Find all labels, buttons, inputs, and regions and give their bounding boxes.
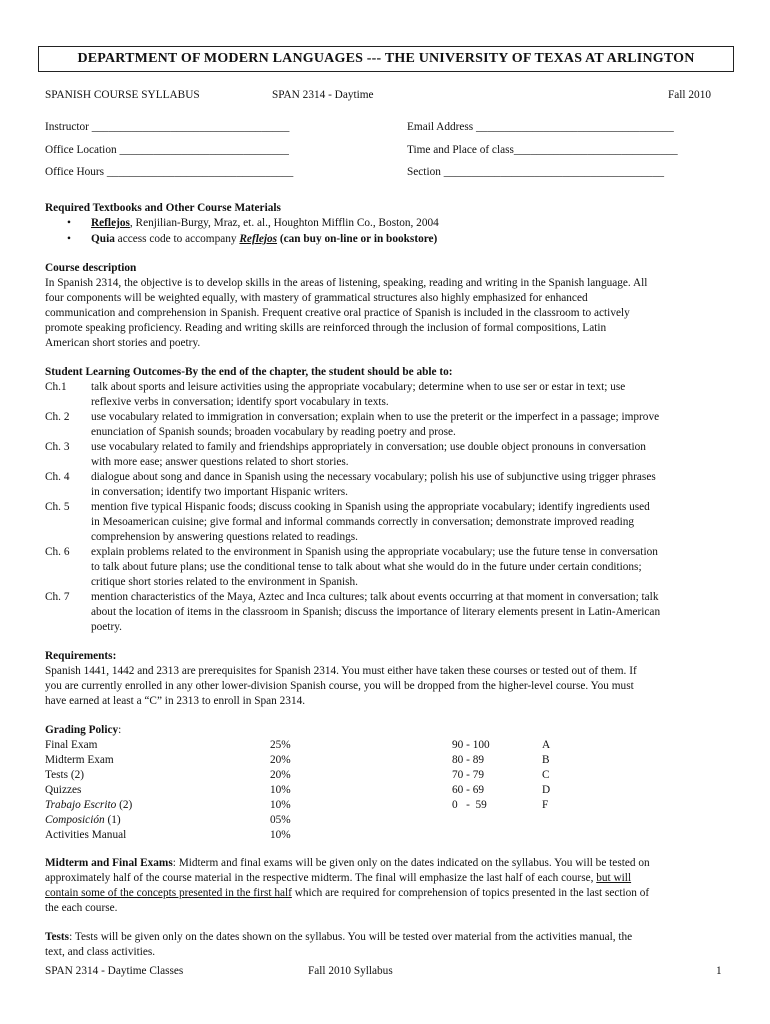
chapter-label: Ch. 7 — [45, 591, 70, 603]
chapter-label: Ch. 4 — [45, 471, 70, 483]
chapter-line: mention five typical Hispanic foods; discuss cooking in Spanish using the appropriate vocabulary; identify ingredients used — [91, 501, 650, 513]
chapter-line: explain problems related to the environment in Spanish using the appropriate vocabulary; use the future tense in conversation — [91, 546, 658, 558]
chapter-line: in conversation; identify two important Hispanic writers. — [91, 486, 348, 498]
grade-letter: A — [542, 739, 551, 751]
course-label: SPAN 2314 - Daytime — [272, 89, 374, 101]
description-line: American short stories and poetry. — [45, 337, 201, 349]
description-line: communication and comprehension in Spanish. Frequent creative oral practice of Spanish is included in the classroom to actively — [45, 307, 630, 319]
chapter-label: Ch.1 — [45, 381, 67, 393]
chapter-line: use vocabulary related to immigration in conversation; explain when to use the preterit or the imperfect in a passage; improve — [91, 411, 660, 423]
grade-item-weight: 20% — [270, 769, 291, 781]
exams-text: : Midterm and final exams will be given only on the dates indicated on the syllabus. You will be tested on — [172, 857, 650, 869]
grade-letter: C — [542, 769, 550, 781]
chapter-line: comprehension by answering questions related to readings. — [91, 531, 358, 543]
grade-item-weight: 10% — [270, 829, 291, 841]
grade-item-italic: Composición — [45, 814, 105, 826]
department-header: DEPARTMENT OF MODERN LANGUAGES --- THE UNIVERSITY OF TEXAS AT ARLINGTON — [38, 46, 734, 72]
chapter-label: Ch. 3 — [45, 441, 70, 453]
grade-range: 90 - 100 — [452, 739, 490, 751]
grade-letter: D — [542, 784, 551, 796]
quia-text: access code to accompany — [114, 233, 240, 245]
grade-item-name — [45, 813, 121, 828]
exams-emphasis: but will — [596, 872, 632, 884]
grade-item-weight: 05% — [270, 814, 291, 826]
chapter-line: use vocabulary related to family and friendships appropriately in conversation; use double object pronouns in conversation — [91, 441, 646, 453]
quia-note: (can buy on-line or in bookstore) — [277, 233, 438, 245]
term-label: Fall 2010 — [668, 89, 711, 101]
textbook-item — [67, 216, 439, 231]
office-location-field: Office Location ______________________________ — [45, 144, 289, 156]
exams-text: approximately half of the course material in the respective midterm. The final will emphasize the last half of each course, — [45, 872, 597, 884]
chapter-line: mention characteristics of the Maya, Aztec and Inca cultures; talk about events occurring at that moment in conversation; talk — [91, 591, 659, 603]
quia-reference: Reflejos — [239, 233, 278, 245]
grade-item-name — [45, 798, 132, 813]
grade-item-name: Midterm Exam — [45, 754, 114, 766]
requirements-line: have earned at least a “C” in 2313 to enroll in Span 2314. — [45, 695, 306, 707]
syllabus-label: SPANISH COURSE SYLLABUS — [45, 89, 200, 101]
grade-range: 60 - 69 — [452, 784, 485, 796]
grading-heading-text: Grading Policy — [45, 724, 119, 736]
grade-item-weight: 25% — [270, 739, 291, 751]
chapter-line: talk about sports and leisure activities using the appropriate vocabulary; determine when to use ser or estar in text; use — [91, 381, 626, 393]
bullet-glyph: • — [67, 233, 71, 245]
chapter-line: with more ease; answer questions related to short stories. — [91, 456, 349, 468]
description-heading: Course description — [45, 262, 137, 274]
grade-item-name: Quizzes — [45, 784, 82, 796]
chapter-line: dialogue about song and dance in Spanish using the necessary vocabulary; polish his use of subjunctive using trigger phrases — [91, 471, 656, 483]
grade-item-italic: Trabajo Escrito — [45, 799, 117, 811]
grade-item-count: (2) — [116, 799, 133, 811]
exams-line — [45, 886, 649, 901]
textbooks-heading: Required Textbooks and Other Course Materials — [45, 202, 281, 214]
chapter-line: poetry. — [91, 621, 122, 633]
grading-heading-colon: : — [118, 724, 122, 736]
tests-line: text, and class activities. — [45, 946, 156, 958]
exams-line — [45, 856, 650, 871]
chapter-line: enunciation of Spanish sounds; broaden vocabulary by reading poetry and prose. — [91, 426, 456, 438]
grade-item-name: Final Exam — [45, 739, 98, 751]
grade-range: 80 - 89 — [452, 754, 485, 766]
footer-term: Fall 2010 Syllabus — [308, 965, 393, 977]
chapter-label: Ch. 5 — [45, 501, 70, 513]
grading-heading — [45, 723, 121, 738]
textbook-title: Reflejos — [91, 217, 130, 229]
requirements-line: you are currently enrolled in any other lower-division Spanish course, you will be dropped from the higher-level course. You must — [45, 680, 634, 692]
exams-text: which are required for comprehension of topics presented in the last section of — [291, 887, 650, 899]
email-field: Email Address ___________________________________ — [407, 121, 674, 133]
requirements-line: Spanish 1441, 1442 and 2313 are prerequisites for Spanish 2314. You must either have taken these courses or tested out of them. If — [45, 665, 637, 677]
instructor-field: Instructor ___________________________________ — [45, 121, 290, 133]
grade-item-count: (1) — [104, 814, 121, 826]
tests-text: : Tests will be given only on the dates shown on the syllabus. You will be tested over material from the activities manual, the — [69, 931, 633, 943]
time-place-field: Time and Place of class_____________________________ — [407, 144, 678, 156]
grade-letter: F — [542, 799, 549, 811]
bullet-glyph: • — [67, 217, 71, 229]
tests-line — [45, 930, 632, 945]
tests-heading: Tests — [45, 931, 70, 943]
grade-item-name: Tests (2) — [45, 769, 85, 781]
grade-range: 0 - 59 — [452, 799, 487, 811]
chapter-line: to talk about future plans; use the conditional tense to talk about what she would do in the future under certain conditions; — [91, 561, 642, 573]
section-field: Section _______________________________________ — [407, 166, 664, 178]
office-hours-field: Office Hours _________________________________ — [45, 166, 294, 178]
grade-range: 70 - 79 — [452, 769, 485, 781]
description-line: In Spanish 2314, the objective is to develop skills in the areas of listening, speaking, reading and writing in the Spanish language. All — [45, 277, 648, 289]
grade-letter: B — [542, 754, 550, 766]
chapter-line: critique short stories related to the environment in Spanish. — [91, 576, 358, 588]
chapter-line: in Mesoamerican cuisine; give formal and informal commands correctly in conversation; demonstrate improved reading — [91, 516, 635, 528]
textbook-details: , Renjilian-Burgy, Mraz, et. al., Houghton Mifflin Co., Boston, 2004 — [129, 217, 439, 229]
description-line: promote speaking proficiency. Reading and writing skills are reinforced through the inclusion of formal compositions, Latin — [45, 322, 607, 334]
grade-item-weight: 10% — [270, 784, 291, 796]
page-number: 1 — [716, 965, 722, 977]
quia-title: Quia — [91, 233, 115, 245]
grade-item-name: Activities Manual — [45, 829, 127, 841]
requirements-heading: Requirements: — [45, 650, 117, 662]
grade-item-weight: 20% — [270, 754, 291, 766]
exams-line: the each course. — [45, 902, 118, 914]
exams-heading: Midterm and Final Exams — [45, 857, 173, 869]
outcomes-heading: Student Learning Outcomes-By the end of the chapter, the student should be able to: — [45, 366, 453, 378]
chapter-line: about the location of items in the classroom in Spanish; discuss the importance of literary elements present in Latin-American — [91, 606, 661, 618]
footer-course: SPAN 2314 - Daytime Classes — [45, 965, 184, 977]
description-line: four components will be weighted equally, with mastery of grammatical structures also highly emphasized for enhanced — [45, 292, 588, 304]
chapter-line: reflexive verbs in conversation; identify sport vocabulary in texts. — [91, 396, 389, 408]
grade-item-weight: 10% — [270, 799, 291, 811]
chapter-label: Ch. 2 — [45, 411, 70, 423]
chapter-label: Ch. 6 — [45, 546, 70, 558]
exams-line — [45, 871, 631, 886]
quia-item — [67, 232, 437, 247]
exams-emphasis: contain some of the concepts presented in the first half — [45, 887, 292, 899]
